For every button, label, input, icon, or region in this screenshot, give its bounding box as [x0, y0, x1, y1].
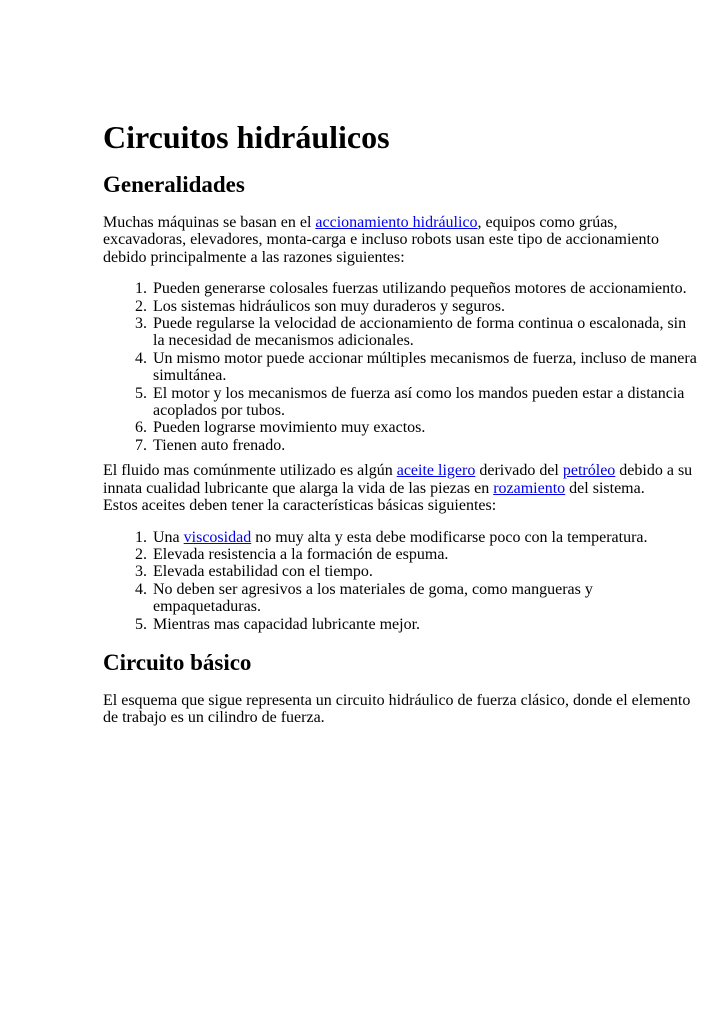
ordered-list [103, 280, 699, 454]
list-item [151, 315, 699, 350]
hyperlink[interactable]: rozamiento [493, 479, 566, 497]
section-blocks [103, 214, 699, 633]
list-item [151, 280, 699, 297]
text-run: del sistema. [565, 479, 645, 497]
text-run: No deben ser agresivos a los materiales de goma, como mangueras y empaquetaduras. [153, 580, 593, 616]
text-run: El esquema que sigue representa un circuito hidráulico de fuerza clásico, donde el elemento de trabajo es un cilindro de fuerza. [103, 691, 691, 727]
text-run: Muchas máquinas se basan en el [103, 214, 316, 231]
paragraph [103, 214, 699, 266]
text-run: Pueden lograrse movimiento muy exactos. [153, 419, 426, 437]
text-run: Pueden generarse colosales fuerzas utilizando pequeños motores de accionamiento. [153, 280, 687, 298]
list-item [151, 298, 699, 315]
paragraph [103, 462, 699, 514]
text-run: Mientras mas capacidad lubricante mejor. [153, 615, 421, 633]
hyperlink[interactable]: accionamiento hidráulico [315, 214, 478, 231]
hyperlink[interactable]: aceite ligero [396, 462, 476, 480]
text-run: derivado del [475, 462, 563, 480]
section-circuito-basico [103, 650, 699, 727]
section-generalidades [103, 172, 699, 633]
section-heading: Circuito básico [103, 649, 252, 675]
text-run: Estos aceites deben tener la características básicas siguientes: [103, 497, 497, 515]
text-run: Tienen auto frenado. [153, 436, 286, 454]
section-heading: Generalidades [103, 172, 245, 197]
document-title: Circuitos hidráulicos [103, 119, 390, 155]
list-item [151, 437, 699, 454]
ordered-list [103, 529, 699, 633]
list-item [151, 616, 699, 633]
paragraph [103, 692, 699, 727]
list-item [151, 563, 699, 580]
text-run: Los sistemas hidráulicos son muy duraderos y seguros. [153, 297, 505, 315]
hyperlink[interactable]: petróleo [562, 462, 616, 480]
list-item [151, 350, 699, 385]
text-run: Una [153, 528, 184, 546]
list-item [151, 546, 699, 563]
text-run: Elevada estabilidad con el tiempo. [153, 563, 373, 581]
list-item [151, 581, 699, 616]
list-item [151, 385, 699, 420]
text-run: debido a su innata cualidad lubricante que alarga la vida de las piezas en [103, 462, 693, 497]
text-run: no muy alta y esta debe modificarse poco con la temperatura. [251, 528, 648, 546]
text-run: El fluido mas comúnmente utilizado es algún [103, 462, 397, 480]
text-run: Puede regularse la velocidad de accionamiento de forma continua o escalonada, sin la necesidad de mecanismos adicionales. [153, 315, 687, 350]
document-body [103, 119, 699, 727]
text-run: Un mismo motor puede accionar múltiples mecanismos de fuerza, incluso de manera simultánea. [153, 349, 697, 385]
hyperlink[interactable]: viscosidad [183, 528, 252, 546]
text-run: Elevada resistencia a la formación de espuma. [153, 545, 449, 563]
section-blocks [103, 692, 699, 727]
text-run: , equipos como grúas, excavadoras, elevadores, monta-carga e incluso robots usan este tipo de accionamiento debido principalmente a las razones siguientes: [103, 214, 659, 266]
text-run: El motor y los mecanismos de fuerza así como los mandos pueden estar a distancia acoplados por tubos. [153, 384, 685, 420]
list-item [151, 419, 699, 436]
list-item [151, 529, 699, 546]
